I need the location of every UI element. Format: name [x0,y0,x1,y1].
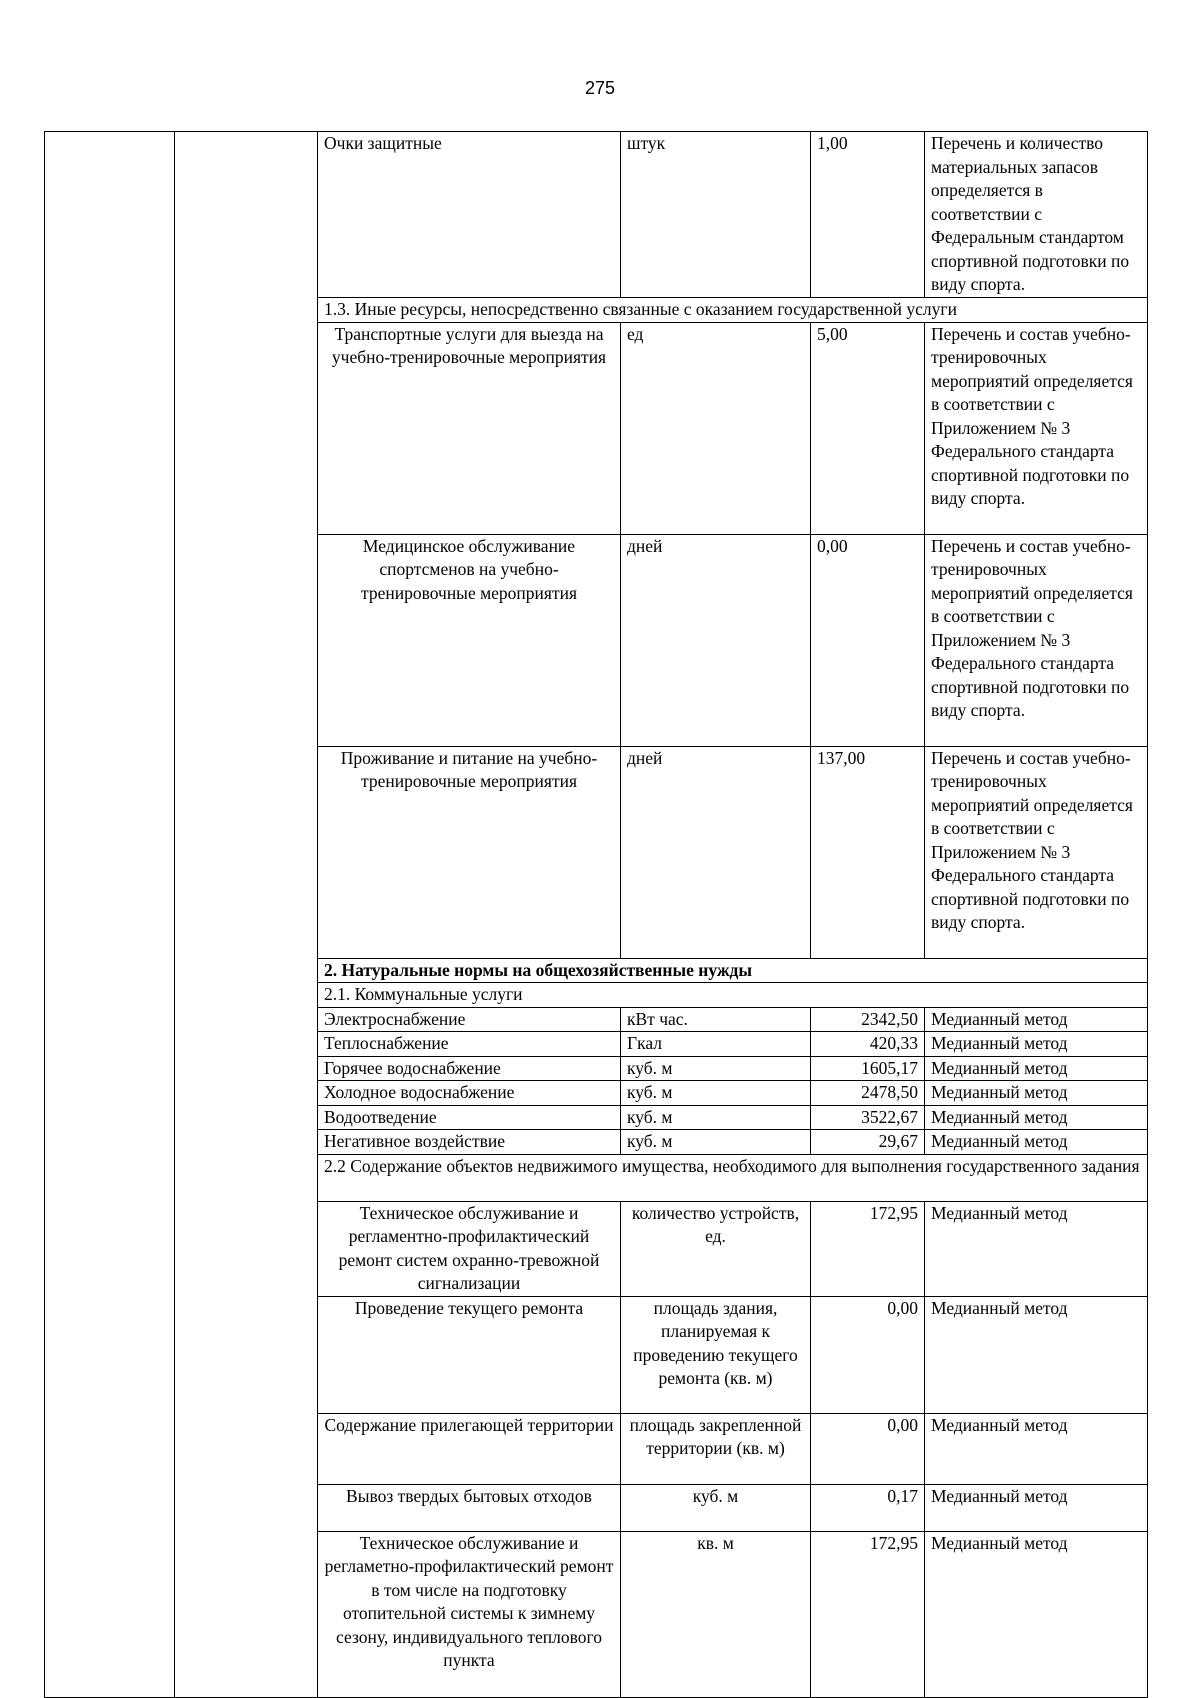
section-heading: 2. Натуральные нормы на общехозяйственные нужды [318,958,1148,983]
maintenance-value: 0,17 [811,1484,925,1531]
utility-name: Негативное воздействие [318,1130,621,1155]
resource-unit: ед [621,322,811,534]
utility-name: Холодное водоснабжение [318,1081,621,1106]
maintenance-method: Медианный метод [925,1296,1148,1413]
resource-unit: дней [621,534,811,746]
section-heading: 1.3. Иные ресурсы, непосредственно связанные с оказанием государственной услуги [318,298,1148,323]
utility-unit: кВт час. [621,1007,811,1032]
maintenance-method: Медианный метод [925,1413,1148,1484]
maintenance-value: 0,00 [811,1413,925,1484]
utility-name: Теплоснабжение [318,1032,621,1057]
utility-method: Медианный метод [925,1032,1148,1057]
section-heading: 2.2 Содержание объектов недвижимого имущества, необходимого для выполнения государственного задания [318,1154,1148,1201]
utility-value: 420,33 [811,1032,925,1057]
maintenance-name: Проведение текущего ремонта [318,1296,621,1413]
maintenance-method: Медианный метод [925,1531,1148,1697]
maintenance-unit: количество устройств, ед. [621,1201,811,1296]
norms-table [44,131,1148,1698]
maintenance-name: Вывоз твердых бытовых отходов [318,1484,621,1531]
utility-name: Горячее водоснабжение [318,1056,621,1081]
maintenance-method: Медианный метод [925,1201,1148,1296]
utility-name: Водоотведение [318,1105,621,1130]
resource-unit: штук [621,132,811,298]
page-number: 275 [584,78,616,98]
utility-unit: куб. м [621,1081,811,1106]
maintenance-name: Техническое обслуживание и регламетно-профилактический ремонт в том числе на подготовку отопительной системы к зимнему сезону, индивидуального теплового пункта [318,1531,621,1697]
resource-value: 0,00 [811,534,925,746]
utility-name: Электроснабжение [318,1007,621,1032]
utility-value: 2478,50 [811,1081,925,1106]
maintenance-name: Техническое обслуживание и регламентно-профилактический ремонт систем охранно-тревожной сигнализации [318,1201,621,1296]
resource-value: 5,00 [811,322,925,534]
utility-method: Медианный метод [925,1081,1148,1106]
utility-unit: Гкал [621,1032,811,1057]
utility-method: Медианный метод [925,1130,1148,1155]
utility-method: Медианный метод [925,1056,1148,1081]
utility-unit: куб. м [621,1105,811,1130]
utility-value: 2342,50 [811,1007,925,1032]
utility-value: 1605,17 [811,1056,925,1081]
resource-value: 1,00 [811,132,925,298]
resource-note: Перечень и состав учебно-тренировочных мероприятий определяется в соответствии с Приложением № 3 Федерального стандарта спортивной подготовки по виду спорта. [925,534,1148,746]
maintenance-unit: площадь закрепленной территории (кв. м) [621,1413,811,1484]
resource-value: 137,00 [811,746,925,958]
utility-value: 29,67 [811,1130,925,1155]
resource-note: Перечень и количество материальных запасов определяется в соответствии с Федеральным стандартом спортивной подготовки по виду спорта. [925,132,1148,298]
empty-column-1 [45,132,175,1698]
maintenance-unit: площадь здания, планируемая к проведению текущего ремонта (кв. м) [621,1296,811,1413]
maintenance-value: 0,00 [811,1296,925,1413]
maintenance-method: Медианный метод [925,1484,1148,1531]
maintenance-unit: куб. м [621,1484,811,1531]
table-row [45,132,1148,298]
resource-name: Очки защитные [318,132,621,298]
utility-method: Медианный метод [925,1007,1148,1032]
resource-unit: дней [621,746,811,958]
empty-column-2 [175,132,318,1698]
resource-name: Проживание и питание на учебно-тренировочные мероприятия [318,746,621,958]
utility-unit: куб. м [621,1056,811,1081]
utility-method: Медианный метод [925,1105,1148,1130]
utility-unit: куб. м [621,1130,811,1155]
maintenance-value: 172,95 [811,1201,925,1296]
resource-name: Транспортные услуги для выезда на учебно-тренировочные мероприятия [318,322,621,534]
resource-note: Перечень и состав учебно-тренировочных мероприятий определяется в соответствии с Приложением № 3 Федерального стандарта спортивной подготовки по виду спорта. [925,322,1148,534]
resource-note: Перечень и состав учебно-тренировочных мероприятий определяется в соответствии с Приложением № 3 Федерального стандарта спортивной подготовки по виду спорта. [925,746,1148,958]
utility-value: 3522,67 [811,1105,925,1130]
section-heading: 2.1. Коммунальные услуги [318,983,1148,1008]
resource-name: Медицинское обслуживание спортсменов на учебно-тренировочные мероприятия [318,534,621,746]
maintenance-value: 172,95 [811,1531,925,1697]
maintenance-unit: кв. м [621,1531,811,1697]
maintenance-name: Содержание прилегающей территории [318,1413,621,1484]
